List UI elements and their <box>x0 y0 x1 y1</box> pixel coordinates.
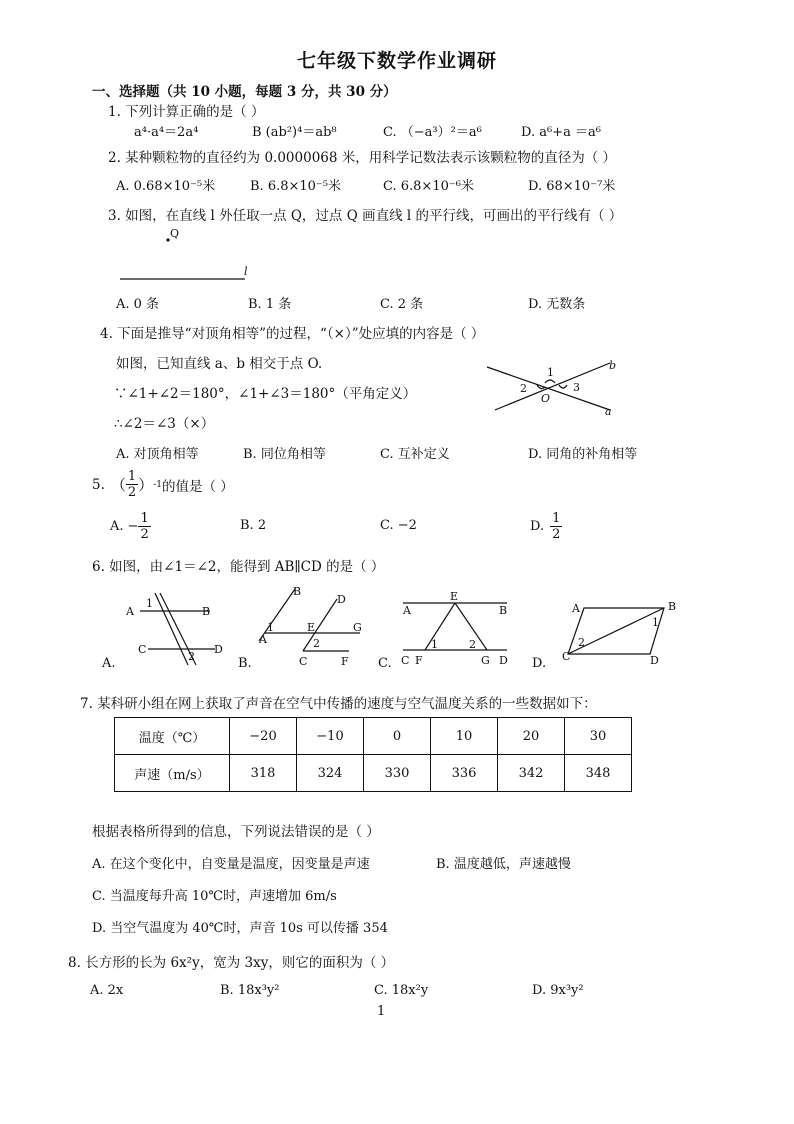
svg-text:B: B <box>499 604 508 617</box>
svg-text:E: E <box>307 621 316 634</box>
svg-text:1: 1 <box>431 638 438 651</box>
line-b-label: b <box>609 359 617 372</box>
q2-option-a: A. 0.68×10⁻⁵米 <box>116 179 216 194</box>
label-l: l <box>244 265 248 278</box>
q4-figure <box>485 355 625 420</box>
q8-stem: 8. 长方形的长为 6x²y，宽为 3xy，则它的面积为（ ） <box>68 955 395 971</box>
q6-figure-b <box>245 585 375 670</box>
q5-exponent: -1 <box>153 479 162 490</box>
svg-text:A: A <box>403 604 411 617</box>
svg-text:G: G <box>353 621 362 634</box>
q8-option-a: A. 2x <box>90 983 124 998</box>
q1-option-c: C. （−a³）²＝a⁶ <box>383 125 482 140</box>
label-q: Q <box>170 227 180 240</box>
svg-text:A: A <box>126 605 134 618</box>
q4-line2: ∵∠1+∠2＝180°，∠1+∠3＝180°（平角定义） <box>114 386 417 402</box>
q5-fraction: $\frac{1}{2}$ <box>127 469 137 500</box>
q4-stem: 4. 下面是推导“对顶角相等”的过程，“（×）”处应填的内容是（ ） <box>100 326 485 342</box>
svg-text:C: C <box>138 643 147 656</box>
q7-option-a: A. 在这个变化中，自变量是温度，因变量是声速 <box>92 857 370 872</box>
angle-1-label: 1 <box>547 366 554 379</box>
q7-option-c: C. 当温度每升高 10℃时，声速增加 6m/s <box>92 889 337 904</box>
q1-option-b: B (ab²)⁴＝ab⁸ <box>252 125 337 140</box>
q6-figure-d <box>560 598 690 668</box>
svg-text:D: D <box>337 593 346 606</box>
svg-text:B: B <box>293 585 302 598</box>
q3-option-a: A. 0 条 <box>116 297 160 312</box>
svg-text:B: B <box>202 605 211 618</box>
svg-text:2: 2 <box>578 636 585 649</box>
q1-option-a: a⁴·a⁴＝2a⁴ <box>134 125 199 140</box>
q3-option-c: C. 2 条 <box>380 297 424 312</box>
table-row: 温度（℃） −20 −10 0 10 20 30 <box>115 718 632 755</box>
q3-stem: 3. 如图，在直线 l 外任取一点 Q，过点 Q 画直线 l 的平行线，可画出的平行线有（ ） <box>108 208 623 224</box>
q3-figure <box>110 225 270 285</box>
q5-option-d: D. $\frac{1}{2}$ <box>530 511 561 542</box>
svg-text:A: A <box>259 633 267 646</box>
svg-text:C: C <box>299 655 308 668</box>
q4-option-b: B. 同位角相等 <box>243 447 326 462</box>
svg-text:D: D <box>650 654 659 667</box>
line-a-label: a <box>605 405 612 418</box>
q8-option-b: B. 18x³y² <box>220 983 280 998</box>
q1-stem: 1. 下列计算正确的是（ ） <box>108 104 265 120</box>
svg-text:A: A <box>572 602 580 615</box>
svg-text:1: 1 <box>267 621 274 634</box>
q3-option-d: D. 无数条 <box>528 297 586 312</box>
q2-option-c: C. 6.8×10⁻⁶米 <box>383 179 474 194</box>
svg-text:2: 2 <box>313 637 320 650</box>
q5-stem-text: 的值是（ ） <box>161 478 234 495</box>
row-label-temp: 温度（℃） <box>115 718 230 755</box>
svg-text:B: B <box>668 600 677 613</box>
q3-option-b: B. 1 条 <box>248 297 292 312</box>
svg-text:1: 1 <box>146 597 153 610</box>
angle-3-arc <box>559 385 567 388</box>
q7-stem: 7. 某科研小组在网上获取了声音在空气中传播的速度与空气温度关系的一些数据如下： <box>80 696 597 712</box>
q6-option-c: C. <box>378 656 392 671</box>
q6-option-a: A. <box>102 656 116 671</box>
page-title: 七年级下数学作业调研 <box>296 50 497 72</box>
q4-option-d: D. 同角的补角相等 <box>528 447 638 462</box>
angle-1-arc <box>545 380 555 383</box>
q5-option-a: A. − $\frac{1}{2}$ <box>110 511 149 542</box>
table-row: 声速（m/s） 318 324 330 336 342 348 <box>115 755 632 792</box>
q8-option-d: D. 9x³y² <box>532 983 584 998</box>
svg-text:2: 2 <box>469 638 476 651</box>
svg-text:D: D <box>214 643 223 656</box>
q5-stem: 5. （ $\frac{1}{2}$ ） -1 的值是（ ） <box>92 469 234 500</box>
q8-option-c: C. 18x²y <box>374 983 429 998</box>
svg-text:E: E <box>450 590 459 603</box>
q4-line3: ∴∠2＝∠3（×） <box>114 416 215 432</box>
q2-stem: 2. 某种颗粒物的直径约为 0.0000068 米，用科学记数法表示该颗粒物的直径为（ ） <box>108 150 617 166</box>
q6-figure-c <box>395 592 525 670</box>
q1-option-d: D. a⁶+a ＝a⁶ <box>521 125 601 140</box>
q6-figure-a <box>100 585 230 670</box>
page-number: 1 <box>377 1004 386 1019</box>
angle-2-label: 2 <box>520 382 527 395</box>
angle-3-label: 3 <box>573 381 580 394</box>
svg-text:C: C <box>562 650 571 663</box>
svg-text:D: D <box>499 654 508 667</box>
q5-option-b: B. 2 <box>240 518 267 533</box>
q5-option-c: C. −2 <box>380 518 417 533</box>
q6-option-b: B. <box>238 656 252 671</box>
q4-option-c: C. 互补定义 <box>380 447 450 462</box>
row-label-speed: 声速（m/s） <box>115 755 230 792</box>
svg-text:F: F <box>341 655 349 668</box>
svg-text:C: C <box>401 654 410 667</box>
q7-option-b: B. 温度越低，声速越慢 <box>436 857 571 872</box>
data-table <box>114 717 632 792</box>
svg-text:2: 2 <box>188 650 195 663</box>
q4-option-a: A. 对顶角相等 <box>116 447 199 462</box>
svg-text:G: G <box>481 654 490 667</box>
section-heading: 一、选择题（共 10 小题，每题 3 分，共 30 分） <box>92 84 397 100</box>
q6-option-d: D. <box>532 656 547 671</box>
svg-text:1: 1 <box>652 616 659 629</box>
q7-option-d: D. 当空气温度为 40℃时，声音 10s 可以传播 354 <box>92 921 388 936</box>
q2-option-d: D. 68×10⁻⁷米 <box>528 179 616 194</box>
q4-line1: 如图，已知直线 a、b 相交于点 O. <box>116 356 323 372</box>
q2-option-b: B. 6.8×10⁻⁵米 <box>250 179 342 194</box>
svg-text:F: F <box>415 654 423 667</box>
q6-stem: 6. 如图，由∠1＝∠2，能得到 AB∥CD 的是（ ） <box>92 559 385 575</box>
point-o-label: O <box>541 392 551 405</box>
q7-stem2: 根据表格所得到的信息，下列说法错误的是（ ） <box>92 824 380 840</box>
q5-number: 5. <box>92 476 105 493</box>
